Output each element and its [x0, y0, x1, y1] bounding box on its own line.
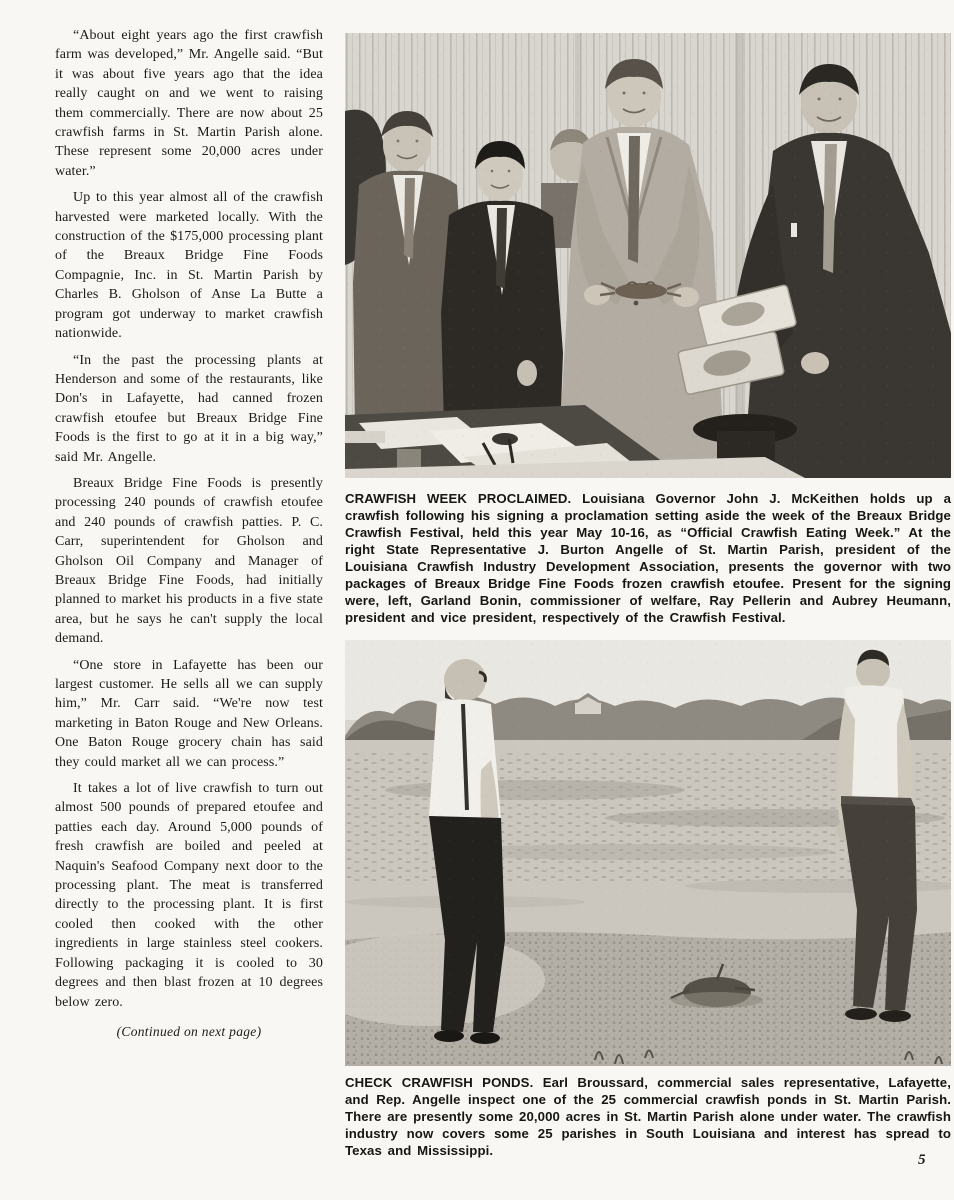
crawfish-ponds-photo-illustration	[345, 640, 951, 1066]
article-paragraph: “In the past the processing plants at Henderson and some of the restaurants, like Don's in Lafayette, had canned frozen crawfish etoufee but Breaux Bridge Fine Foods is the first to go at it in a big way,” said Mr. Angelle.	[55, 352, 323, 465]
article-paragraph: “One store in Lafayette has been our largest customer. He sells all we can supply him,” Mr. Carr said. “We're now test marketing in Baton Rouge and New Orleans. One Baton Rouge grocery chain has said they could market all we can process.”	[55, 657, 323, 770]
caption-lead: CHECK CRAWFISH PONDS.	[345, 1075, 543, 1090]
crawfish-week-proclaimed-photo	[345, 33, 951, 478]
article-column	[55, 26, 323, 1040]
caption-body: Louisiana Governor John J. McKeithen holds up a crawfish following his signing a proclamation setting aside the week of the Breaux Bridge Crawfish Festival, held this year May 10-16, as “Official Crawfish Eating Week.” At the right State Representative J. Burton Angelle of St. Martin Parish, president of the Louisiana Crawfish Industry Development Association, presents the governor with two packages of Breaux Bridge Fine Foods frozen crawfish etoufee. Present for the signing were, left, Garland Bonin, commissioner of welfare, Ray Pellerin and Aubrey Heumann, president and vice president, respectively of the Crawfish Festival.	[345, 491, 952, 625]
article-paragraph: Breaux Bridge Fine Foods is presently processing 240 pounds of crawfish etoufee and 240 pounds of crawfish patties. P. C. Carr, superintendent for Gholson and Gholson Oil Company and Manager of Breaux Bridge Fine Foods, had initially planned to market his products in a five state area, but he says he can't supply the local demand.	[55, 475, 323, 647]
photo-caption-crawfish-week	[345, 490, 951, 626]
photo-caption-crawfish-ponds	[345, 1074, 951, 1159]
caption-body: Earl Broussard, commercial sales representative, Lafayette, and Rep. Angelle inspect one of the 25 commercial crawfish ponds in St. Martin Parish. There are presently some 20,000 acres in St. Martin Parish alone under water. The crawfish industry now covers some 25 parishes in South Louisiana and interest has spread to Texas and Mississippi.	[345, 1075, 951, 1158]
crawfish-week-photo-illustration	[345, 33, 951, 478]
article-paragraph: It takes a lot of live crawfish to turn out almost 500 pounds of prepared etoufee and patties each day. Around 5,000 pounds of fresh crawfish are boiled and peeled at Naquin's Seafood Company next door to the processing plant. The meat is transferred directly to the processing plant. It is first cooled then cooked with the other ingredients in large stainless steel cookers. Following packaging it is cooled to 30 degrees and then blast frozen at 10 degrees below zero.	[55, 781, 323, 1010]
caption-lead: CRAWFISH WEEK PROCLAIMED.	[345, 491, 583, 506]
page-number: 5	[918, 1152, 926, 1168]
article-paragraph: “About eight years ago the first crawfish farm was developed,” Mr. Angelle said. “But it was about five years ago that the idea really caught on and we went to raising them commercially. There are now about 25 crawfish farms in St. Martin Parish alone. These represent some 20,000 acres under water.”	[55, 28, 323, 179]
continued-note: (Continued on next page)	[116, 1023, 262, 1039]
check-crawfish-ponds-photo	[345, 640, 951, 1066]
article-paragraph: Up to this year almost all of the crawfish harvested were marketed locally. With the construction of the $175,000 processing plant of the Breaux Bridge Fine Foods Compagnie, Inc. in St. Martin Parish by Charles B. Gholson of Anse La Butte a program got underway to market crawfish nationwide.	[55, 190, 323, 342]
